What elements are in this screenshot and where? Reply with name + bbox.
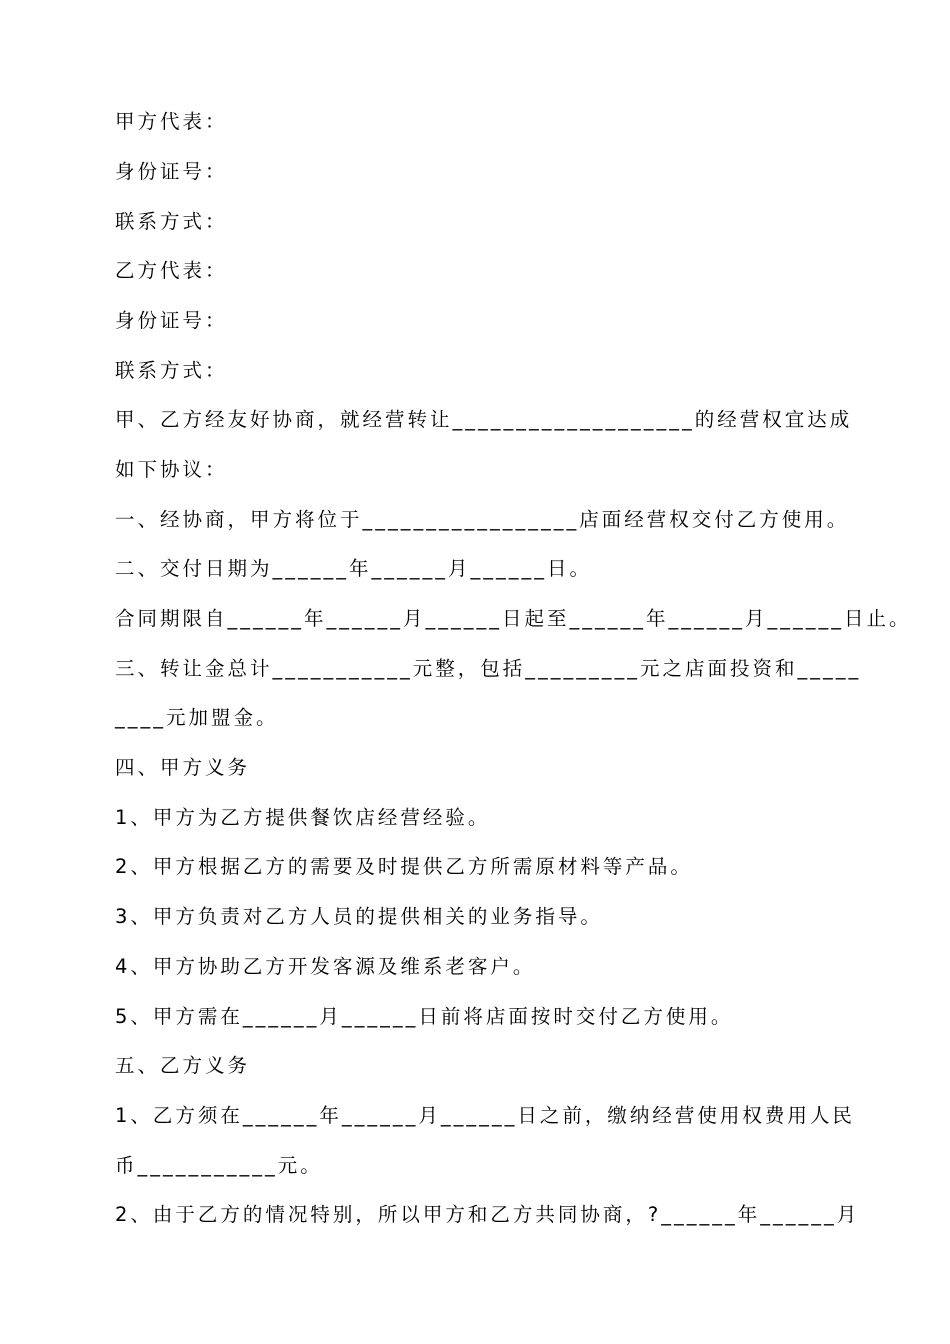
party-b-contact-line: 联系方式： [115,359,228,382]
party-b-id-number-line: 身份证号： [115,309,228,332]
section-5-heading: 五、乙方义务 [115,1054,251,1077]
party-a-representative-line: 甲方代表： [115,110,228,133]
party-a-duty-3-line: 3、甲方负责对乙方人员的提供相关的业务指导。 [115,905,603,928]
party-a-contact-line: 联系方式： [115,210,228,233]
section-4-heading: 四、甲方义务 [115,756,251,779]
party-a-duty-5-line: 5、甲方需在______月______日前将店面按时交付乙方使用。 [115,1005,734,1028]
party-b-duty-2-line: 2、由于乙方的情况特别，所以甲方和乙方共同协商，?______年______月 [115,1203,860,1226]
agreement-intro-line: 甲、乙方经友好协商，就经营转让___________________的经营权宜达成 [115,408,853,431]
party-b-representative-line: 乙方代表： [115,259,228,282]
party-a-duty-2-line: 2、甲方根据乙方的需要及时提供乙方所需原材料等产品。 [115,855,693,878]
clause-3-transfer-fee-line: 三、转让金总计___________元整，包括_________元之店面投资和_____ [115,657,862,680]
clause-1-line: 一、经协商，甲方将位于_________________店面经营权交付乙方使用。 [115,508,850,531]
contract-term-line: 合同期限自______年______月______日起至______年______月______日止。 [115,607,912,630]
party-a-duty-1-line: 1、甲方为乙方提供餐饮店经营经验。 [115,806,491,829]
party-a-id-number-line: 身份证号： [115,160,228,183]
agreement-intro-continued-line: 如下协议： [115,458,228,481]
clause-3-continued-line: ____元加盟金。 [115,706,279,729]
party-b-duty-1-line: 1、乙方须在______年______月______日之前，缴纳经营使用权费用人民 [115,1104,855,1127]
clause-2-delivery-date-line: 二、交付日期为______年______月______日。 [115,557,593,580]
party-b-duty-1-continued-line: 币___________元。 [115,1154,323,1177]
party-a-duty-4-line: 4、甲方协助乙方开发客源及维系老客户。 [115,955,536,978]
